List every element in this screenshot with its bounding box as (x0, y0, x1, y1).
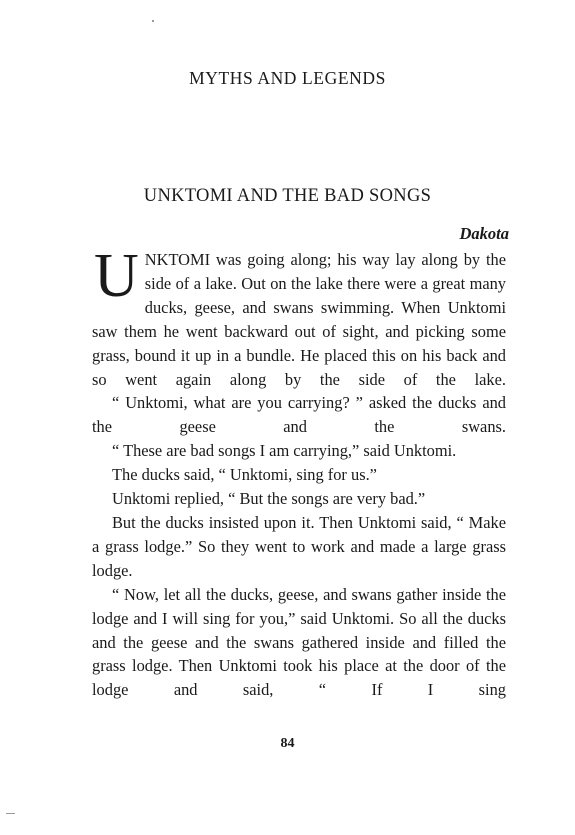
opening-text: NKTOMI was going along; his way lay along by the side of a lake. Out on the lake there were a great many ducks, geese, and swans swimming. When Unktomi saw them he went backward out of sight, and picking some grass, bound it up in a bundle. He placed this on his back and so went again along by the side of the lake. (92, 250, 506, 389)
chapter-title: UNKTOMI AND THE BAD SONGS (143, 186, 432, 206)
paragraph: The ducks said, “ Unktomi, sing for us.” (112, 465, 377, 485)
paper-speck (152, 20, 154, 22)
attribution: Dakota (459, 224, 509, 243)
paragraph: But the ducks insisted upon it. Then Unktomi said, “ Make a grass lodge.” So they went to work and made a large grass lodge. (92, 512, 506, 580)
drop-cap: U (94, 242, 139, 310)
paragraph: “ Unktomi, what are you carrying? ” asked the ducks and the geese and the swans. (92, 393, 506, 437)
running-head: MYTHS AND LEGENDS (189, 68, 386, 88)
story-body (92, 242, 506, 702)
page-number: 84 (280, 736, 295, 751)
paragraph: “ Now, let all the ducks, geese, and swans gather inside the lodge and I will sing for you,” said Unktomi. So all the ducks and the geese and the swans gathered inside and filled the grass lodge. Then Unktomi took his place at the door of the lodge and said, “ If I sing (92, 584, 506, 700)
paper-speck (6, 813, 15, 814)
opening-paragraph (92, 242, 506, 391)
paragraph: “ These are bad songs I am carrying,” said Unktomi. (112, 441, 457, 461)
paragraph: Unktomi replied, “ But the songs are very bad.” (112, 489, 426, 509)
